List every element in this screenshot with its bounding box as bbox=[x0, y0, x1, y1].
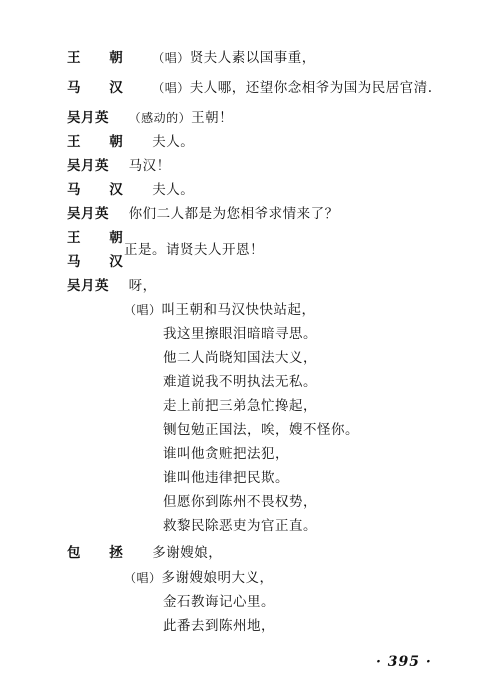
dialogue-text: 马汉！ bbox=[128, 158, 171, 174]
dialogue-line bbox=[67, 278, 157, 294]
speaker-name: 吴月英 bbox=[67, 278, 109, 294]
stage-direction: （唱） bbox=[152, 51, 190, 65]
song-verse: 难道说我不明执法无私。 bbox=[163, 374, 317, 390]
dialogue-text: 你们二人都是为您相爷求情来了？ bbox=[128, 206, 339, 222]
stage-direction: （唱） bbox=[124, 571, 162, 585]
speaker-name: 马 汉 bbox=[67, 182, 135, 198]
speaker-name: 王 朝 bbox=[67, 134, 135, 150]
song-verse: 但愿你到陈州不畏权势， bbox=[163, 494, 317, 510]
song-verse: 救黎民除恶吏为官正直。 bbox=[163, 518, 317, 534]
dialogue-text: 夫人。 bbox=[152, 134, 195, 150]
page-number: · 395 · bbox=[376, 654, 432, 670]
stage-direction: （感动的） bbox=[128, 111, 192, 125]
speaker-name: 吴月英 bbox=[67, 158, 109, 174]
song-verse: 金石教诲记心里。 bbox=[163, 594, 275, 610]
song-verse: （唱）多谢嫂娘明大义， bbox=[124, 570, 274, 586]
song-verse: 走上前把三弟急忙搀起， bbox=[163, 398, 317, 414]
speaker-name: 王 朝 bbox=[67, 230, 135, 246]
stage-direction: （唱） bbox=[152, 81, 190, 95]
dialogue-line bbox=[67, 80, 433, 96]
dialogue-text: 呀， bbox=[128, 278, 157, 294]
dialogue-line bbox=[67, 50, 316, 66]
song-verse: 谁叫他贪赃把法犯， bbox=[163, 446, 289, 462]
dialogue-text: 夫人哪，还望你念相爷为国为民居官清. bbox=[189, 80, 433, 96]
speaker-name: 马 汉 bbox=[67, 254, 135, 270]
dialogue-line bbox=[67, 158, 171, 174]
dialogue-text: 王朝！ bbox=[191, 110, 234, 126]
song-verse: 谁叫他违律把民欺。 bbox=[163, 470, 289, 486]
speaker-name: 马 汉 bbox=[67, 80, 135, 96]
song-verse: （唱）叫王朝和马汉快快站起， bbox=[124, 302, 316, 318]
stage-direction: （唱） bbox=[124, 303, 162, 317]
song-verse: 我这里擦眼泪暗暗寻思。 bbox=[163, 326, 317, 342]
song-verse: 此番去到陈州地， bbox=[163, 618, 275, 634]
speaker-name: 吴月英 bbox=[67, 206, 109, 222]
joint-reply: 正是。请贤夫人开恩！ bbox=[124, 242, 264, 258]
song-verse: 他二人尚晓知国法大义， bbox=[163, 350, 317, 366]
dialogue-line bbox=[67, 134, 194, 150]
song-verse: 铡包勉正国法，唉，嫂不怪你。 bbox=[163, 422, 359, 438]
dialogue-line bbox=[67, 182, 194, 198]
dialogue-line bbox=[67, 545, 222, 561]
dialogue-line bbox=[67, 110, 233, 126]
dialogue-line bbox=[67, 206, 339, 222]
dialogue-text: 多谢嫂娘， bbox=[152, 545, 223, 561]
speaker-name: 包 拯 bbox=[67, 545, 135, 561]
speaker-name: 吴月英 bbox=[67, 110, 109, 126]
dialogue-text: 夫人。 bbox=[152, 182, 195, 198]
dialogue-text: 贤夫人素以国事重， bbox=[189, 50, 316, 66]
speaker-name: 王 朝 bbox=[67, 50, 135, 66]
